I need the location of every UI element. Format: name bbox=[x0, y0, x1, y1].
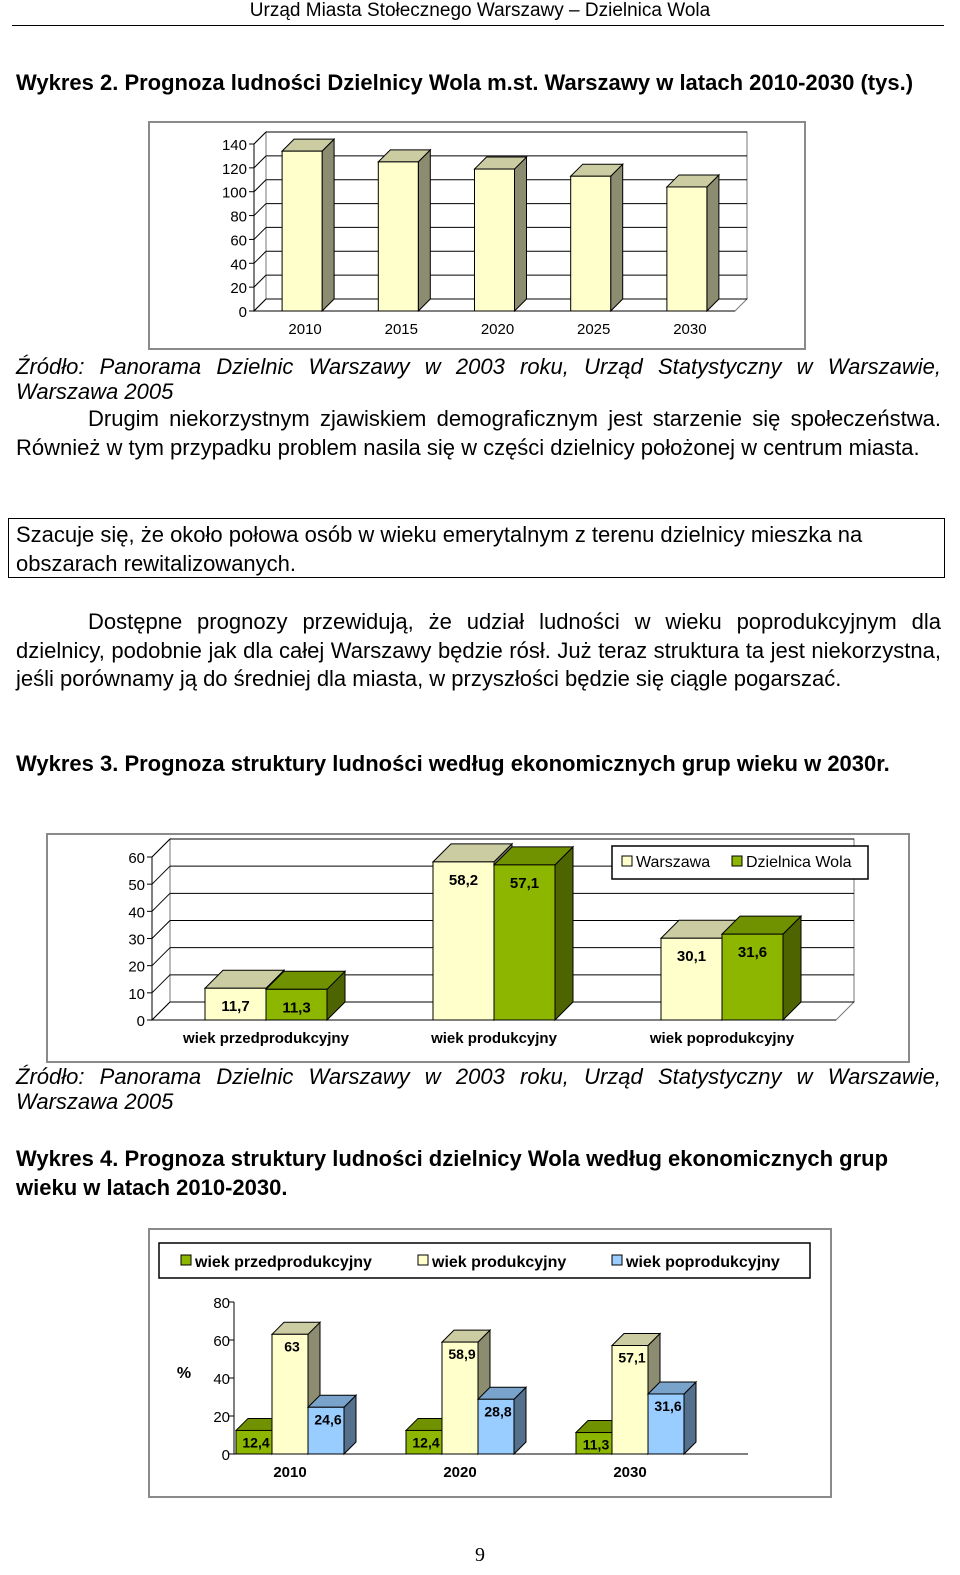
y-tick-label: 60 bbox=[128, 850, 145, 867]
y-tick-label: 10 bbox=[128, 985, 145, 1003]
x-tick-label: 2015 bbox=[384, 321, 418, 338]
y-tick-label: 120 bbox=[221, 160, 247, 178]
x-tick-label: 2030 bbox=[673, 321, 707, 338]
header-divider bbox=[12, 25, 944, 26]
y-tick-label: 0 bbox=[221, 1447, 230, 1464]
legend-label: wiek poprodukcyjny bbox=[626, 1254, 780, 1271]
y-tick-label: 20 bbox=[230, 280, 247, 298]
chart-wola-structure bbox=[148, 1228, 834, 1500]
data-label: 58,2 bbox=[448, 871, 479, 889]
x-tick-label: 2020 bbox=[443, 1464, 477, 1481]
data-label: 58,9 bbox=[448, 1346, 476, 1363]
data-label: 12,4 bbox=[242, 1434, 270, 1451]
bar-Dzielnica Wola-wiek produkcyjny bbox=[494, 847, 573, 1020]
legend-label: wiek przedprodukcyjny bbox=[195, 1254, 372, 1271]
legend-label: wiek produkcyjny bbox=[432, 1254, 567, 1271]
data-label: 31,6 bbox=[654, 1397, 682, 1414]
paragraph-forecast-text: Dostępne prognozy przewidują, że udział ludności w wieku poprodukcyjnym dla dzielnicy, podobnie jak dla całej Warszawy będzie rósł. Już teraz struktura ta jest niekorzystna, jeśli porównamy ją do średniej dla miasta, w przyszłości będzie się ciągle pogarszać. bbox=[16, 609, 941, 691]
bar-Dzielnica Wola-wiek poprodukcyjny bbox=[722, 916, 801, 1020]
bar-2025 bbox=[571, 164, 623, 311]
data-label: 11,3 bbox=[282, 999, 311, 1017]
x-tick-label: 2010 bbox=[288, 321, 322, 338]
data-label: 57,1 bbox=[509, 874, 540, 892]
y-tick-label: 60 bbox=[230, 232, 247, 250]
chart-structure-2030 bbox=[46, 833, 912, 1065]
paragraph-ageing-text: Drugim niekorzystnym zjawiskiem demograficznym jest starzenie się społeczeństwa. Również w tym przypadku problem nasila się w części dzielnicy położonej w centrum miasta. bbox=[16, 406, 941, 460]
y-tick-label: 0 bbox=[136, 1013, 145, 1030]
y-tick-label: 100 bbox=[221, 184, 247, 202]
legend-label: Warszawa bbox=[636, 854, 711, 871]
legend-label: Dzielnica Wola bbox=[746, 854, 852, 871]
data-label: 24,6 bbox=[314, 1411, 342, 1428]
chart3-legend bbox=[612, 846, 868, 879]
x-tick-label: wiek produkcyjny bbox=[431, 1030, 557, 1047]
source-note-2: Źródło: Panorama Dzielnic Warszawy w 2003 roku, Urząd Statystyczny w Warszawie, Warszawa 2005 bbox=[16, 1064, 941, 1114]
data-label: 12,4 bbox=[412, 1434, 440, 1451]
data-label: 31,6 bbox=[737, 944, 768, 962]
highlight-box bbox=[8, 518, 945, 578]
y-tick-label: 40 bbox=[213, 1371, 230, 1388]
bar-wiek poprodukcyjny-2030 bbox=[648, 1382, 696, 1454]
x-tick-label: 2010 bbox=[273, 1464, 307, 1481]
data-label: 63 bbox=[284, 1338, 300, 1355]
x-tick-label: wiek poprodukcyjny bbox=[649, 1030, 795, 1047]
y-tick-label: 80 bbox=[230, 208, 247, 226]
page-header: Urząd Miasta Stołecznego Warszawy – Dzielnica Wola bbox=[249, 0, 711, 21]
y-tick-label: 40 bbox=[230, 256, 247, 274]
paragraph-ageing bbox=[16, 405, 941, 462]
chart-population-forecast bbox=[148, 121, 808, 351]
y-tick-label: 40 bbox=[128, 904, 145, 922]
chart4-caption: Wykres 4. Prognoza struktury ludności dzielnicy Wola według ekonomicznych grup wieku w latach 2010-2030. bbox=[16, 1146, 889, 1200]
y-tick-label: 20 bbox=[128, 958, 145, 976]
y-tick-label: 60 bbox=[213, 1333, 230, 1350]
x-tick-label: wiek przedprodukcyjny bbox=[183, 1030, 349, 1047]
data-label: 57,1 bbox=[618, 1349, 646, 1366]
x-tick-label: 2020 bbox=[480, 321, 515, 338]
bar-2015 bbox=[378, 150, 430, 311]
page-number: 9 bbox=[475, 1544, 485, 1566]
bar-2030 bbox=[667, 175, 719, 311]
bar-wiek poprodukcyjny-2020 bbox=[478, 1387, 526, 1454]
chart4-legend bbox=[159, 1243, 810, 1278]
y-tick-label: 30 bbox=[128, 931, 145, 949]
data-label: 30,1 bbox=[676, 948, 707, 966]
x-tick-label: 2030 bbox=[613, 1464, 647, 1481]
y-tick-label: 0 bbox=[238, 304, 247, 321]
paragraph-forecast bbox=[16, 608, 941, 694]
bar-2010 bbox=[282, 139, 334, 311]
y-tick-label: 50 bbox=[128, 877, 145, 895]
data-label: 11,7 bbox=[221, 998, 250, 1016]
source-note-1: Źródło: Panorama Dzielnic Warszawy w 2003 roku, Urząd Statystyczny w Warszawie, Warszawa 2005 bbox=[16, 354, 941, 404]
y-tick-label: 140 bbox=[221, 137, 247, 154]
chart2-caption: Wykres 2. Prognoza ludności Dzielnicy Wola m.st. Warszawy w latach 2010-2030 (tys.) bbox=[16, 70, 914, 95]
data-label: 28,8 bbox=[484, 1403, 512, 1420]
bar-2020 bbox=[475, 157, 527, 311]
highlight-text: Szacuje się, że około połowa osób w wieku emerytalnym z terenu dzielnicy mieszka na obszarach rewitalizowanych. bbox=[16, 522, 863, 576]
y-axis-label: % bbox=[176, 1365, 192, 1382]
y-tick-label: 80 bbox=[213, 1295, 230, 1312]
chart3-caption: Wykres 3. Prognoza struktury ludności według ekonomicznych grup wieku w 2030r. bbox=[16, 751, 890, 776]
x-tick-label: 2025 bbox=[577, 321, 611, 338]
y-tick-label: 20 bbox=[213, 1409, 230, 1426]
data-label: 11,3 bbox=[582, 1436, 610, 1453]
